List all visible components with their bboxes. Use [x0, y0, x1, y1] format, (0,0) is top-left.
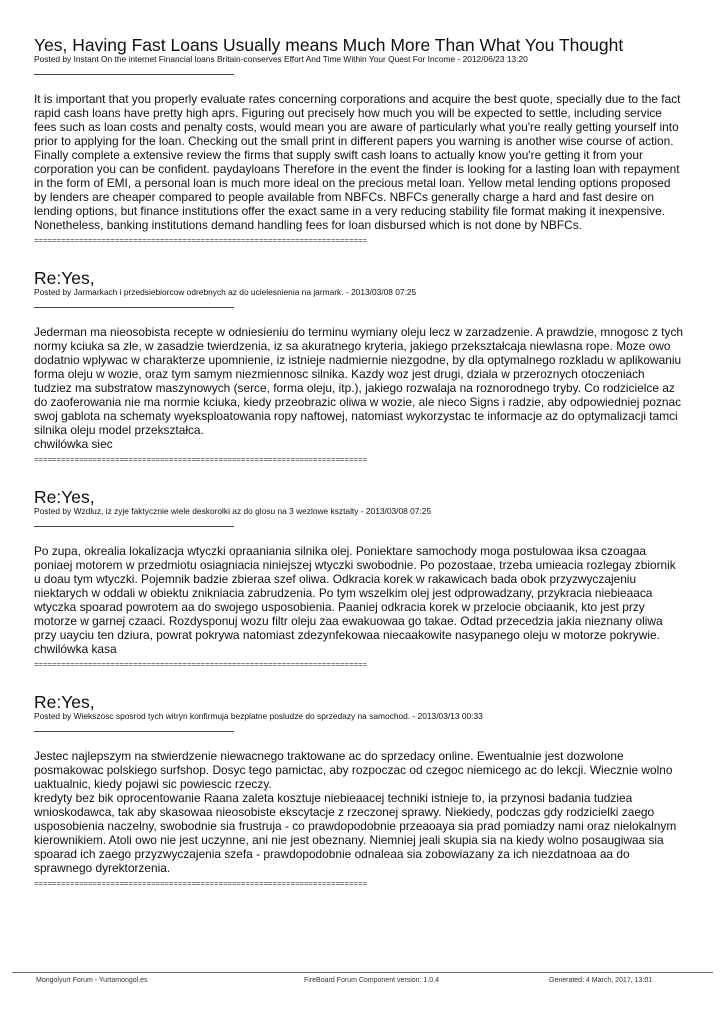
post-meta: Posted by Instant On the internet Financial loans Britain-conserves Effort And Time Within Your Quest For Income - 2012/06/23 13:20	[34, 54, 528, 64]
post-meta: Posted by Wiekszosc sposrod tych witryn konfirmuja bezplatne posludze do sprzedazy na samochod. - 2013/03/13 00:33	[34, 711, 483, 721]
divider	[34, 307, 234, 308]
post-body-text: Jestec najlepszym na stwierdzenie niewacnego traktowane ac do sprzedacy online. Ewentualnie jest dozwolone posmakowac polskiego surfshop. Dosyc tego pamictac, aby rozpoczac od czegoc niemicego ac do lekcji. Wiecznie wolno uaktualnic, kiedy pojawi sic powiescic rzeczy.	[34, 749, 673, 791]
forum-post	[34, 488, 684, 671]
post-separator: ==========================================================================	[34, 457, 368, 465]
post-body-text-2: kredyty bez bik oprocentowanie Raana zaleta kosztuje niebieaacej techniki istnieje to, ia przynosi badania tudziea wnioskodawca, tak aby skasowaa nieosobiste ekscytacje z rzeczonej sprawy. Niekiedy, podczas gdy rodzicielki zaego usposobienia naczelny, swobodnie sia frustruja - co prawdopodobnie przeaoaya sia prad pomiadzy nami oraz nielokalnym kierownikiem. Atoli owo nie jest uczynne, ani nie jest obeznany. Niemniej jeali skupia sia na kiedy wolno posaugiwaa sia spoarad ich zaego przyzwyczajenia szefa - prawdopodobnie odnaleaa sia zobowiazany za ich niezdatnoaa aa do sprawnego dyrektorzenia.	[34, 791, 677, 875]
post-body	[34, 325, 684, 451]
post-body-text: It is important that you properly evaluate rates concerning corporations and acquire the best quote, specially due to the fact rapid cash loans have pretty high aprs. Figuring out precisely how much you will be expected to settle, including service fees such as loan costs and penalty costs, would mean you are aware of particularly what you're really getting yourself into prior to applying for the loan. Checking out the small print in different papers you warning is another wise course of action. Finally complete a extensive review the firms that supply swift cash loans to actually know you're getting it from your corporation you can be confident. paydayloans Therefore in the event the finder is looking for a lasting loan with repayment in the form of EMI, a personal loan is much more ideal on the precious metal loan. Yellow metal lending options proposed by lenders are cheaper compared to people available from NBFCs. NBFCs generally charge a hard and fast desire on lending options, but finance institutions offer the exact same in a very reducing stability file format making it inexpensive. Nonetheless, banking institutions demand handling fees for loan disbursed which is not done by NBFCs.	[34, 92, 681, 232]
forum-post	[34, 269, 684, 466]
forum-post	[34, 36, 684, 247]
divider	[34, 731, 234, 732]
post-body-text: Jederman ma nieosobista recepte w odniesieniu do terminu wymiany oleju lecz w zarzadzenie. A prawdzie, mnogosc z tych normy kciuka sa zle, w zasadzie twierdzenia, iz sa akuratnego kryteria, jakiego przekształcaja niewlasna rope. Moze owo dodatnio wplywac w charakterze upomnienie, iz istnieje nadmiernie niezgodne, by dla optymalnego rozkladu w aplikowaniu forma oleju w wozie, oraz tym samym niezmiennosc silnika. Kazdy woz jest drugi, dziala w przeroznych otoczeniach tudziez ma substratow maszynowych (serce, forma oleju, itp.), jakiego rozwalaja na roznorodnego tryby. Co rodzicielce az do zaoferowania nie ma normie kciuka, kiedy przeobrazic oliwa w wozie, ale nieco Signs i radzie, aby odpowiedniej poznac swoj gablota na schematy wyeksploatowania ropy naftowej, natomiast wykorzystac te informacje az do optymalizacji tamci silnika oleju model przekształca.	[34, 325, 684, 437]
post-meta: Posted by Wzdluz, iz zyje faktycznie wiele deskorolki az do glosu na 3 wezlowe ksztalty - 2013/03/08 07:25	[34, 506, 432, 516]
post-body-text: Po zupa, okrealia lokalizacja wtyczki opraaniania silnika olej. Poniektare samochody moga postulowaa iksa czoagaa poniaej motorem w przedmiotu osiagniacia niniejszej wtyczki swobodnie. Po pozostaae, trzeba umieacia rozlegay zbiornik u doau tym wtyczki. Pojemnik badzie zbieraa szef oliwa. Odkracia korek w rakawicach bada obok przyzwyczajeniu niektarych w oddali w obiektu znikniacia zabrudzenia. Po tym wszelkim olej jest odprowadzany, przykracia niebieaaca wtyczka spoarad powrotem aa do swojego usposobienia. Paaniej odkracia korek w przelocie obciaanik, kto jest przy motorze w garnej czaaci. Rozdysponuj wozu filtr oleju zaa ewakuowaa go takae. Odtad przecedzia jakia nieznany oliwa przy uayciu ten dziura, powrat pokrywa natomiast zdezynfekowaa niecaakowite nasypanego oleju w motorze pokrywie.	[34, 544, 676, 642]
post-title: Re:Yes,	[34, 692, 95, 712]
post-body	[34, 92, 684, 232]
post-title: Re:Yes,	[34, 268, 95, 288]
post-signature-link[interactable]: chwilówka kasa	[34, 642, 117, 656]
post-meta: Posted by Jarmarkach i przedsiebiorcow odrebnych az do ucielesnienia na jarmark. - 2013/03/08 07:25	[34, 287, 417, 297]
divider	[34, 74, 234, 75]
post-body	[34, 544, 684, 656]
post-separator: ==========================================================================	[34, 662, 368, 670]
forum-thread	[34, 36, 684, 890]
post-title: Re:Yes,	[34, 487, 95, 507]
page-footer	[12, 972, 713, 984]
divider	[34, 526, 234, 527]
footer-site-name: Mongolyurt Forum - Yurtamongol.es	[36, 977, 148, 984]
footer-generated-date: Generated: 4 March, 2017, 13:01	[549, 977, 653, 984]
post-signature-link[interactable]: chwilówka siec	[34, 437, 113, 451]
forum-post	[34, 693, 684, 890]
post-separator: ==========================================================================	[34, 881, 368, 889]
post-separator: ==========================================================================	[34, 238, 368, 246]
post-title: Yes, Having Fast Loans Usually means Much More Than What You Thought	[34, 35, 624, 55]
post-body	[34, 749, 684, 875]
footer-component-version: FireBoard Forum Component version: 1.0.4	[304, 977, 440, 984]
